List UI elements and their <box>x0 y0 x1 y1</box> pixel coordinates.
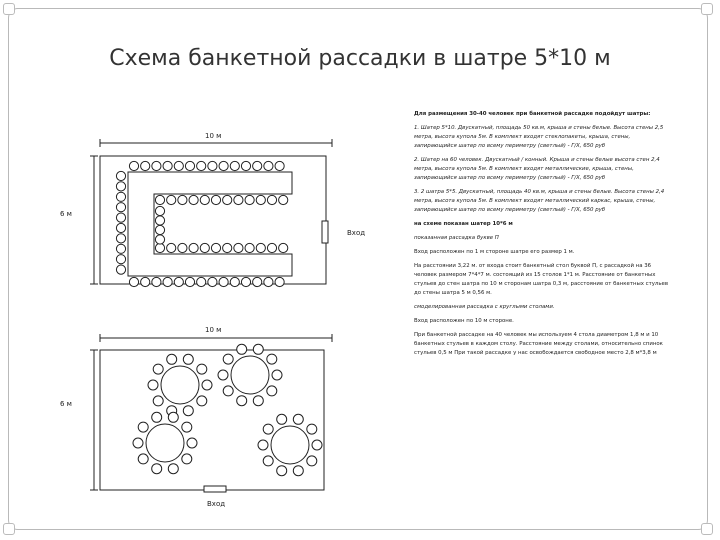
chair <box>167 243 176 252</box>
round-table <box>146 424 184 462</box>
chair <box>277 414 287 424</box>
chair <box>307 424 317 434</box>
chair <box>219 277 228 286</box>
chair <box>256 195 265 204</box>
chair <box>234 243 243 252</box>
description-paragraph: 1. Шатер 5*10. Двускатный, площадь 50 кв.м, крыша и стены белые. Высота стены 2,5 метра, высота купола 5м. В комплект входят стеклопакеты, крыша, стены, запирающийся шатер по всему периметру (светлый) - Г/Х, 650 руб <box>414 125 664 149</box>
chair <box>234 195 243 204</box>
chair <box>138 422 148 432</box>
description-paragraph: показанная рассадка букве П <box>414 235 499 241</box>
chair <box>129 277 138 286</box>
chair <box>264 161 273 170</box>
chair <box>241 277 250 286</box>
chair <box>223 386 233 396</box>
chair <box>182 454 192 464</box>
round-table <box>271 426 309 464</box>
chair <box>208 277 217 286</box>
chair <box>197 277 206 286</box>
round-table <box>231 356 269 394</box>
chair <box>174 277 183 286</box>
description-paragraph: на схеме показан шатер 10*6 м <box>414 221 513 227</box>
chair <box>155 243 164 252</box>
chair <box>155 225 164 234</box>
slide-title: Схема банкетной рассадки в шатре 5*10 м <box>109 46 611 71</box>
chair <box>116 255 125 264</box>
chair <box>293 466 303 476</box>
u-table-chairs <box>116 161 287 286</box>
chair <box>253 396 263 406</box>
chair <box>148 380 158 390</box>
chair <box>202 380 212 390</box>
chair <box>253 161 262 170</box>
chair <box>183 354 193 364</box>
chair <box>197 396 207 406</box>
chair <box>253 344 263 354</box>
top-height-label: 6 м <box>60 210 72 218</box>
description-paragraph: Вход расположен по 1 м стороне шатре его размер 1 м. <box>414 249 575 255</box>
chair <box>230 277 239 286</box>
top-entrance-door <box>322 221 328 243</box>
bottom-height-label: 6 м <box>60 400 72 408</box>
chair <box>245 243 254 252</box>
chair <box>267 243 276 252</box>
chair <box>168 464 178 474</box>
chair <box>155 235 164 244</box>
chair <box>211 243 220 252</box>
chair <box>230 161 239 170</box>
chair <box>168 412 178 422</box>
chair <box>200 195 209 204</box>
chair <box>253 277 262 286</box>
chair <box>277 466 287 476</box>
chair <box>275 277 284 286</box>
chair <box>237 396 247 406</box>
chair <box>279 243 288 252</box>
chair <box>116 244 125 253</box>
chair <box>116 223 125 232</box>
description-paragraph: 3. 2 шатра 5*5. Двускатный, площадь 40 кв.м, крыша и стены белые. Высота стены 2,4 метра, высота купола 5м. В комплект входят металлический каркас, крыша, стены, запирающийся шатер по всему периметру (светлый) - Г/Х, 650 руб <box>414 189 665 213</box>
seating-description <box>414 110 672 460</box>
chair <box>133 438 143 448</box>
chair <box>275 161 284 170</box>
chair <box>197 161 206 170</box>
chair <box>152 161 161 170</box>
chair <box>187 438 197 448</box>
chair <box>129 161 138 170</box>
chair <box>197 364 207 374</box>
chair <box>223 195 232 204</box>
description-paragraph: На расстоянии 3,22 м. от входа стоит банкетный стол буквой П, с рассадкой на 36 человек размером 7*4*7 м. состоящий из 15 столов 1*1 м. Расстояние от банкетных стульев до стен шатра по 10 м сторонам шатра 0,3 м, расстояние от банкетных стульев до стены шатра 5 м 0,56 м. <box>414 263 669 296</box>
chair <box>116 213 125 222</box>
chair <box>263 424 273 434</box>
chair <box>116 171 125 180</box>
bottom-tent-outline <box>100 350 324 490</box>
chair <box>116 192 125 201</box>
chair <box>153 396 163 406</box>
chair <box>167 195 176 204</box>
chair <box>155 216 164 225</box>
chair <box>211 195 220 204</box>
chair <box>279 195 288 204</box>
chair <box>237 344 247 354</box>
chair <box>153 364 163 374</box>
chair <box>152 277 161 286</box>
chair <box>218 370 228 380</box>
chair <box>155 195 164 204</box>
chair <box>116 182 125 191</box>
description-paragraph: смоделированная рассадка с круглыми столами. <box>414 304 555 310</box>
chair <box>141 277 150 286</box>
chair <box>256 243 265 252</box>
chair <box>141 161 150 170</box>
chair <box>267 386 277 396</box>
chair <box>116 234 125 243</box>
chair <box>223 243 232 252</box>
description-paragraph: Для размещения 30-40 человек при банкетной рассадке подойдут шатры: <box>414 111 651 117</box>
chair <box>258 440 268 450</box>
chair <box>223 354 233 364</box>
chair <box>178 243 187 252</box>
top-width-label: 10 м <box>205 132 222 140</box>
round-tables <box>133 344 322 475</box>
chair <box>138 454 148 464</box>
bottom-entrance-label: Вход <box>207 500 226 508</box>
chair <box>189 243 198 252</box>
chair <box>152 412 162 422</box>
bottom-entrance-door <box>204 486 226 492</box>
chair <box>272 370 282 380</box>
chair <box>116 203 125 212</box>
chair <box>293 414 303 424</box>
chair <box>116 265 125 274</box>
chair <box>307 456 317 466</box>
chair <box>267 354 277 364</box>
chair <box>185 161 194 170</box>
chair <box>245 195 254 204</box>
chair <box>152 464 162 474</box>
chair <box>155 206 164 215</box>
chair <box>264 277 273 286</box>
chair <box>183 406 193 416</box>
chair <box>189 195 198 204</box>
chair <box>263 456 273 466</box>
chair <box>163 277 172 286</box>
top-entrance-label: Вход <box>347 229 366 237</box>
chair <box>241 161 250 170</box>
description-paragraph: 2. Шатер на 60 человек. Двускатный / конный. Крыша и стены белые высота стен 2,4 метра, высота купола 5м. В комплект входят металлические, крыша, стены, запирающийся шатер по всему периметру (светлый) - Г/Х, 650 руб <box>414 157 660 181</box>
round-table <box>161 366 199 404</box>
description-paragraph: При банкетной рассадке на 40 человек мы используем 4 стола диаметром 1,8 м и 10 банкетных стульев в каждом столу. Расстояние между столами, относительно спинок стульев 0,5 м При такой рассадке у нас освобождается свободное место 2,8 м*3,8 м <box>414 332 663 356</box>
chair <box>167 354 177 364</box>
chair <box>200 243 209 252</box>
chair <box>178 195 187 204</box>
u-shaped-table <box>128 172 292 276</box>
chair <box>163 161 172 170</box>
chair <box>208 161 217 170</box>
chair <box>267 195 276 204</box>
chair <box>182 422 192 432</box>
chair <box>174 161 183 170</box>
chair <box>219 161 228 170</box>
chair <box>312 440 322 450</box>
description-paragraph: Вход расположен по 10 м стороне. <box>414 318 514 324</box>
bottom-width-label: 10 м <box>205 326 222 334</box>
top-floor-plan <box>90 139 332 284</box>
chair <box>185 277 194 286</box>
